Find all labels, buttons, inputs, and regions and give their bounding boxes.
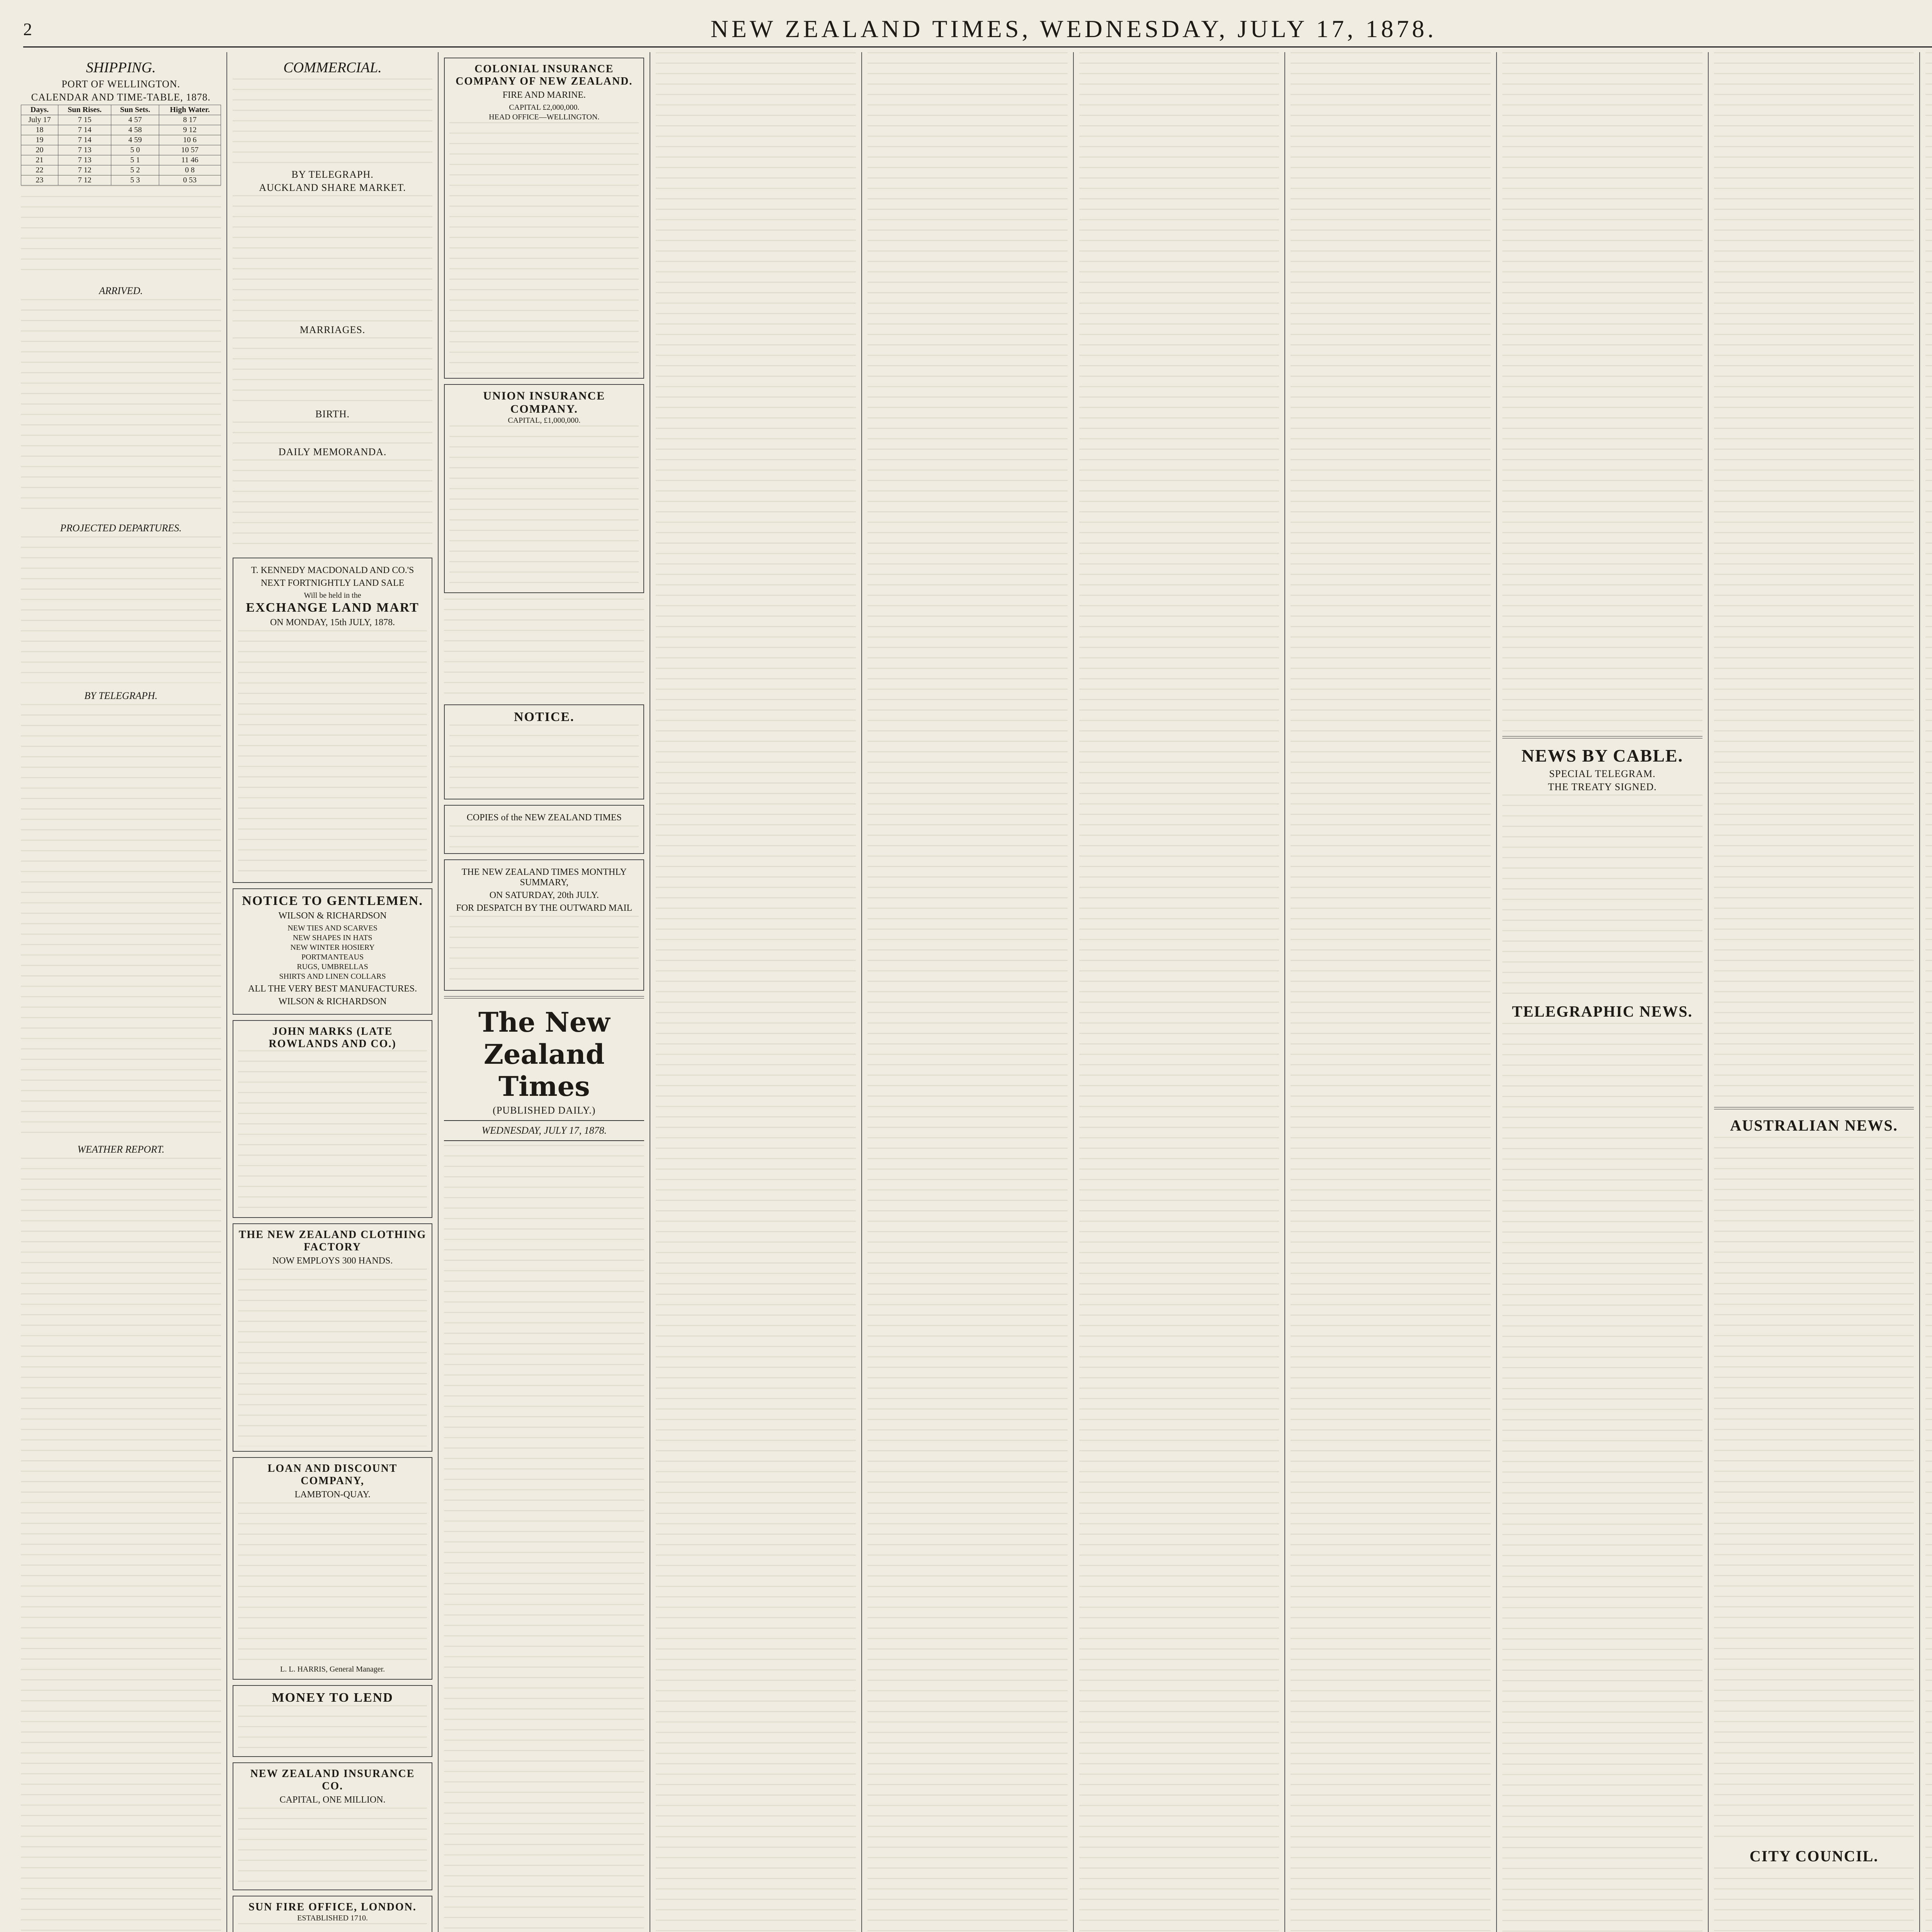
tide-cell: 7 13 (58, 145, 111, 155)
leader-date: WEDNESDAY, JULY 17, 1878. (481, 1125, 607, 1136)
marriages-heading: MARRIAGES. (299, 324, 366, 335)
land-sale-ad (233, 558, 433, 883)
summary-title: THE NEW ZEALAND TIMES MONTHLY SUMMARY, (461, 867, 627, 888)
misc-notices (444, 599, 644, 699)
column-7 (1285, 52, 1497, 1932)
tide-body (21, 115, 221, 185)
notice-title: NOTICE. (514, 710, 575, 724)
treaty-heading: THE TREATY SIGNED. (1548, 781, 1657, 793)
tide-cell: 4 58 (111, 125, 159, 135)
commercial-heading: COMMERCIAL. (283, 60, 382, 76)
cable-heading: NEWS BY CABLE. (1521, 746, 1684, 765)
commercial-telegraph-heading: BY TELEGRAPH. (291, 169, 374, 180)
tide-cell: 7 13 (58, 155, 111, 165)
tide-row (21, 165, 221, 175)
nz-insurance-ad (233, 1762, 433, 1890)
gentlemen-item: NEW WINTER HOSIERY (290, 943, 375, 952)
telegraphic-text (1502, 1023, 1702, 1932)
tide-cell: 19 (21, 135, 58, 145)
colonial-title: COLONIAL INSURANCE COMPANY OF NEW ZEALAND. (456, 63, 633, 87)
notice-ad (444, 704, 644, 799)
telegraph-text (21, 704, 221, 1137)
share-market-text (233, 195, 433, 323)
tide-cell: 11 46 (159, 155, 221, 165)
tide-cell: 5 3 (111, 175, 159, 185)
share-market-heading: AUCKLAND SHARE MARKET. (259, 182, 406, 193)
nz-insurance-capital: CAPITAL, ONE MILLION. (279, 1795, 386, 1805)
tide-row (21, 145, 221, 155)
tide-cell: 0 53 (159, 175, 221, 185)
memoranda-text (233, 459, 433, 552)
gentlemen-firm: WILSON & RICHARDSON (278, 911, 387, 921)
column-6 (1074, 52, 1286, 1932)
nameplate: The New Zealand Times (478, 1006, 610, 1102)
sun-fire-ad (233, 1896, 433, 1932)
copies-text (449, 825, 639, 849)
tide-cell: 7 15 (58, 115, 111, 125)
gentlemen-title: NOTICE TO GENTLEMEN. (242, 894, 423, 908)
shipping-heading: SHIPPING. (86, 60, 156, 76)
tide-cell: 21 (21, 155, 58, 165)
column-5 (862, 52, 1074, 1932)
calendar-heading: CALENDAR AND TIME-TABLE, 1878. (31, 92, 211, 103)
land-sale-mart: EXCHANGE LAND MART (246, 600, 419, 615)
weather-heading: WEATHER REPORT. (77, 1144, 165, 1155)
divider (1714, 1107, 1914, 1109)
land-sale-subtitle: NEXT FORTNIGHTLY LAND SALE (260, 578, 405, 588)
births-heading: BIRTH. (315, 408, 350, 420)
loan-ad (233, 1457, 433, 1680)
tide-header: High Water. (159, 105, 221, 115)
tide-row (21, 135, 221, 145)
clothing-title: THE NEW ZEALAND CLOTHING FACTORY (238, 1229, 427, 1253)
land-sale-text (238, 630, 427, 878)
clothing-factory-ad (233, 1223, 433, 1452)
tide-cell: 4 57 (111, 115, 159, 125)
article-text (1925, 52, 1932, 1932)
loan-sign: L. L. HARRIS, General Manager. (280, 1665, 385, 1673)
loan-text (238, 1502, 427, 1665)
gentlemen-closing: ALL THE VERY BEST MANUFACTURES. (248, 984, 417, 994)
land-sale-date: ON MONDAY, 15th JULY, 1878. (270, 617, 395, 628)
colonial-sub: FIRE AND MARINE. (502, 90, 586, 100)
arrived-heading: ARRIVED. (99, 285, 143, 296)
tide-cell: 10 57 (159, 145, 221, 155)
tide-cell: 23 (21, 175, 58, 185)
telegraphic-heading: TELEGRAPHIC NEWS. (1512, 1003, 1693, 1020)
tide-header: Sun Rises. (58, 105, 111, 115)
tide-row (21, 175, 221, 185)
shipping-text (21, 185, 221, 278)
arrived-text (21, 299, 221, 515)
daily-memoranda-heading: DAILY MEMORANDA. (278, 446, 387, 457)
article-text (1502, 52, 1702, 732)
tide-header: Sun Sets. (111, 105, 159, 115)
divider (444, 1120, 644, 1121)
sun-fire-title: SUN FIRE OFFICE, LONDON. (248, 1901, 417, 1913)
notice-text (449, 724, 639, 794)
commercial-text (233, 78, 433, 167)
marriages-text (233, 337, 433, 407)
union-insurance-ad (444, 384, 644, 593)
gentlemen-item: NEW TIES AND SCARVES (287, 924, 378, 932)
tide-cell: 5 1 (111, 155, 159, 165)
tide-cell: 20 (21, 145, 58, 155)
marks-ad (233, 1020, 433, 1218)
land-sale-title: T. KENNEDY MACDONALD AND CO.'S (251, 565, 414, 575)
tide-cell: 22 (21, 165, 58, 175)
tide-cell: 4 59 (111, 135, 159, 145)
tide-cell: 5 2 (111, 165, 159, 175)
copies-title: COPIES of the NEW ZEALAND TIMES (466, 813, 622, 823)
gentlemen-item: PORTMANTEAUS (301, 953, 364, 961)
union-text (449, 425, 639, 588)
divider (444, 1140, 644, 1141)
loan-title: LOAN AND DISCOUNT COMPANY, (267, 1463, 398, 1487)
column-8 (1497, 52, 1709, 1932)
australian-text (1714, 1137, 1914, 1840)
gentlemen-item: NEW SHAPES IN HATS (293, 934, 372, 942)
article-text (867, 52, 1068, 1932)
tide-table (21, 105, 221, 185)
page-number: 2 (23, 19, 32, 39)
city-council-text (1714, 1867, 1914, 1932)
special-telegram: SPECIAL TELEGRAM. (1549, 768, 1656, 779)
money-ad (233, 1685, 433, 1757)
departures-text (21, 536, 221, 683)
union-capital: CAPITAL, £1,000,000. (508, 416, 581, 425)
summary-text (449, 916, 639, 985)
column-10 (1920, 52, 1932, 1932)
australian-heading: AUSTRALIAN NEWS. (1730, 1117, 1898, 1134)
telegraph-heading: BY TELEGRAPH. (84, 690, 158, 701)
gentlemen-item: RUGS, UMBRELLAS (297, 963, 368, 971)
clothing-line: NOW EMPLOYS 300 HANDS. (272, 1256, 393, 1266)
marks-text (238, 1050, 427, 1213)
births-text (233, 422, 433, 445)
masthead (23, 12, 1932, 48)
divider (444, 996, 644, 998)
column-4 (650, 52, 862, 1932)
city-council-heading: CITY COUNCIL. (1749, 1847, 1879, 1865)
tide-row (21, 125, 221, 135)
newspaper-title: NEW ZEALAND TIMES, WEDNESDAY, JULY 17, 1878. (710, 15, 1437, 43)
column-3 (439, 52, 650, 1932)
summary-date: ON SATURDAY, 20th JULY. (489, 890, 599, 900)
tide-cell: July 17 (21, 115, 58, 125)
column-2 (227, 52, 439, 1932)
weather-text (21, 1158, 221, 1932)
colonial-capital: CAPITAL £2,000,000. (509, 103, 580, 112)
gentlemen-firm-repeat: WILSON & RICHARDSON (278, 997, 387, 1007)
clothing-text (238, 1269, 427, 1446)
nz-insurance-title: NEW ZEALAND INSURANCE CO. (250, 1768, 415, 1792)
tide-cell: 8 17 (159, 115, 221, 125)
tide-cell: 7 12 (58, 165, 111, 175)
tide-cell: 5 0 (111, 145, 159, 155)
copies-ad (444, 805, 644, 854)
union-title: UNION INSURANCE COMPANY. (483, 389, 605, 415)
tide-header: Days. (21, 105, 58, 115)
colonial-text (449, 122, 639, 373)
loan-place: LAMBTON-QUAY. (294, 1490, 371, 1500)
article-text (1079, 52, 1279, 1932)
money-title: MONEY TO LEND (272, 1690, 393, 1705)
sun-fire-established: ESTABLISHED 1710. (297, 1914, 368, 1922)
leader-article (444, 1145, 644, 1932)
columns (15, 52, 1932, 1932)
tide-cell: 7 14 (58, 135, 111, 145)
marks-title: JOHN MARKS (LATE ROWLANDS AND CO.) (269, 1026, 396, 1050)
tide-cell: 7 12 (58, 175, 111, 185)
summary-despatch: FOR DESPATCH BY THE OUTWARD MAIL (456, 903, 633, 913)
published-daily: (PUBLISHED DAILY.) (493, 1105, 596, 1116)
tide-row (21, 155, 221, 165)
gentlemen-ad (233, 888, 433, 1015)
tide-cell: 18 (21, 125, 58, 135)
tide-cell: 9 12 (159, 125, 221, 135)
divider (1502, 736, 1702, 738)
gentlemen-item: SHIRTS AND LINEN COLLARS (279, 972, 386, 981)
nz-insurance-text (238, 1808, 427, 1885)
tide-cell: 10 6 (159, 135, 221, 145)
cable-text (1502, 794, 1702, 995)
tide-cell: 0 8 (159, 165, 221, 175)
colonial-office: HEAD OFFICE—WELLINGTON. (489, 113, 600, 121)
tide-row (21, 115, 221, 125)
tide-cell: 7 14 (58, 125, 111, 135)
money-text (238, 1705, 427, 1752)
column-1 (15, 52, 227, 1932)
article-text (1714, 52, 1914, 1103)
colonial-insurance-ad (444, 58, 644, 379)
land-sale-line1: Will be held in the (304, 591, 361, 600)
summary-ad (444, 859, 644, 991)
sun-fire-text (238, 1923, 427, 1932)
port-heading: PORT OF WELLINGTON. (61, 78, 180, 90)
article-text (1291, 52, 1491, 1932)
article-text (656, 52, 856, 1932)
departures-heading: PROJECTED DEPARTURES. (60, 522, 182, 534)
column-9 (1709, 52, 1920, 1932)
